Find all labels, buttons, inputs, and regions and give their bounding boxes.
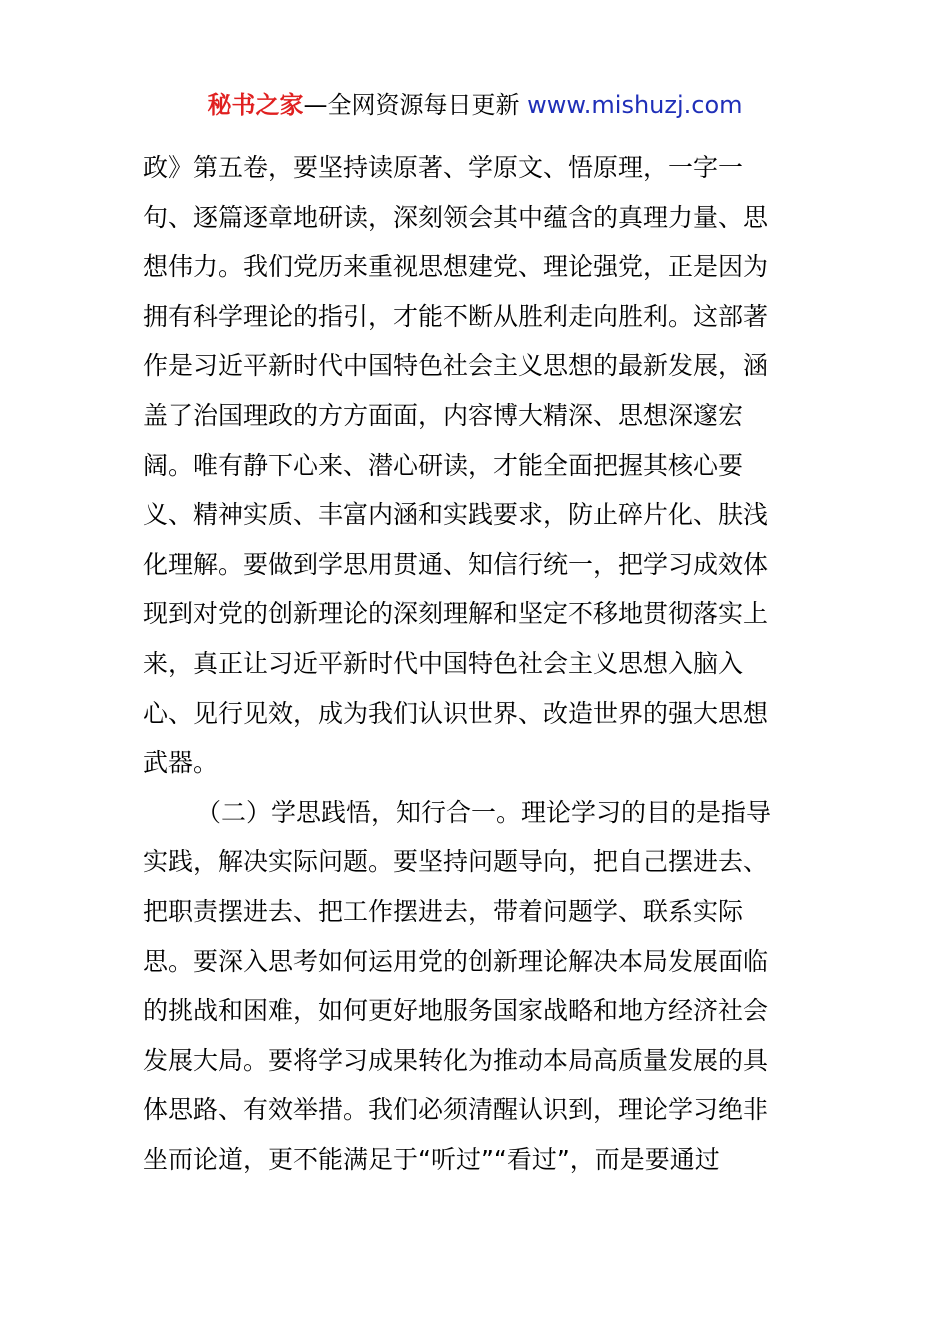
text-line: 思。要深入思考如何运用党的创新理论解决本局发展面临 [143,946,769,976]
text-line: 义、精神实质、丰富内涵和实践要求，防止碎片化、肤浅 [143,500,769,530]
text-line: 盖了治国理政的方方面面，内容博大精深、思想深邃宏 [143,400,744,430]
text-line: 想伟力。我们党历来重视思想建党、理论强党，正是因为 [143,252,769,282]
text-line: 实践，解决实际问题。要坚持问题导向，把自己摆进去、 [143,847,769,877]
document-body [143,143,813,1184]
text-line: 把职责摆进去、把工作摆进去，带着问题学、联系实际 [143,896,744,926]
section-heading-line: （二）学思践悟，知行合一。理论学习的目的是指导 [196,797,772,827]
site-header [0,88,950,122]
text-line: 现到对党的创新理论的深刻理解和坚定不移地贯彻落实上 [143,599,769,629]
text-line: 句、逐篇逐章地研读，深刻领会其中蕴含的真理力量、思 [143,202,769,232]
text-line: 作是习近平新时代中国特色社会主义思想的最新发展，涵 [143,351,769,381]
text-line: 体思路、有效举措。我们必须清醒认识到，理论学习绝非 [143,1095,769,1125]
text-line: 心、见行见效，成为我们认识世界、改造世界的强大思想 [143,698,769,728]
text-line: 武器。 [143,748,219,778]
text-line: 发展大局。要将学习成果转化为推动本局高质量发展的具 [143,1045,769,1075]
text-line: 政》第五卷，要坚持读原著、学原文、悟原理，一字一 [143,153,744,182]
site-url-link[interactable]: www.mishuzj.com [527,91,743,119]
text-line: 坐而论道，更不能满足于“听过”“看过”，而是要通过 [143,1144,720,1174]
site-brand: 秘书之家 [207,91,304,119]
text-line: 化理解。要做到学思用贯通、知信行统一，把学习成效体 [143,549,769,579]
text-line: 来，真正让习近平新时代中国特色社会主义思想入脑入 [143,648,744,678]
text-line: 的挑战和困难，如何更好地服务国家战略和地方经济社会 [143,996,769,1026]
site-tagline: —全网资源每日更新 [303,91,528,119]
text-line: 拥有科学理论的指引，才能不断从胜利走向胜利。这部著 [143,301,769,331]
text-line: 阔。唯有静下心来、潜心研读，才能全面把握其核心要 [143,450,744,480]
